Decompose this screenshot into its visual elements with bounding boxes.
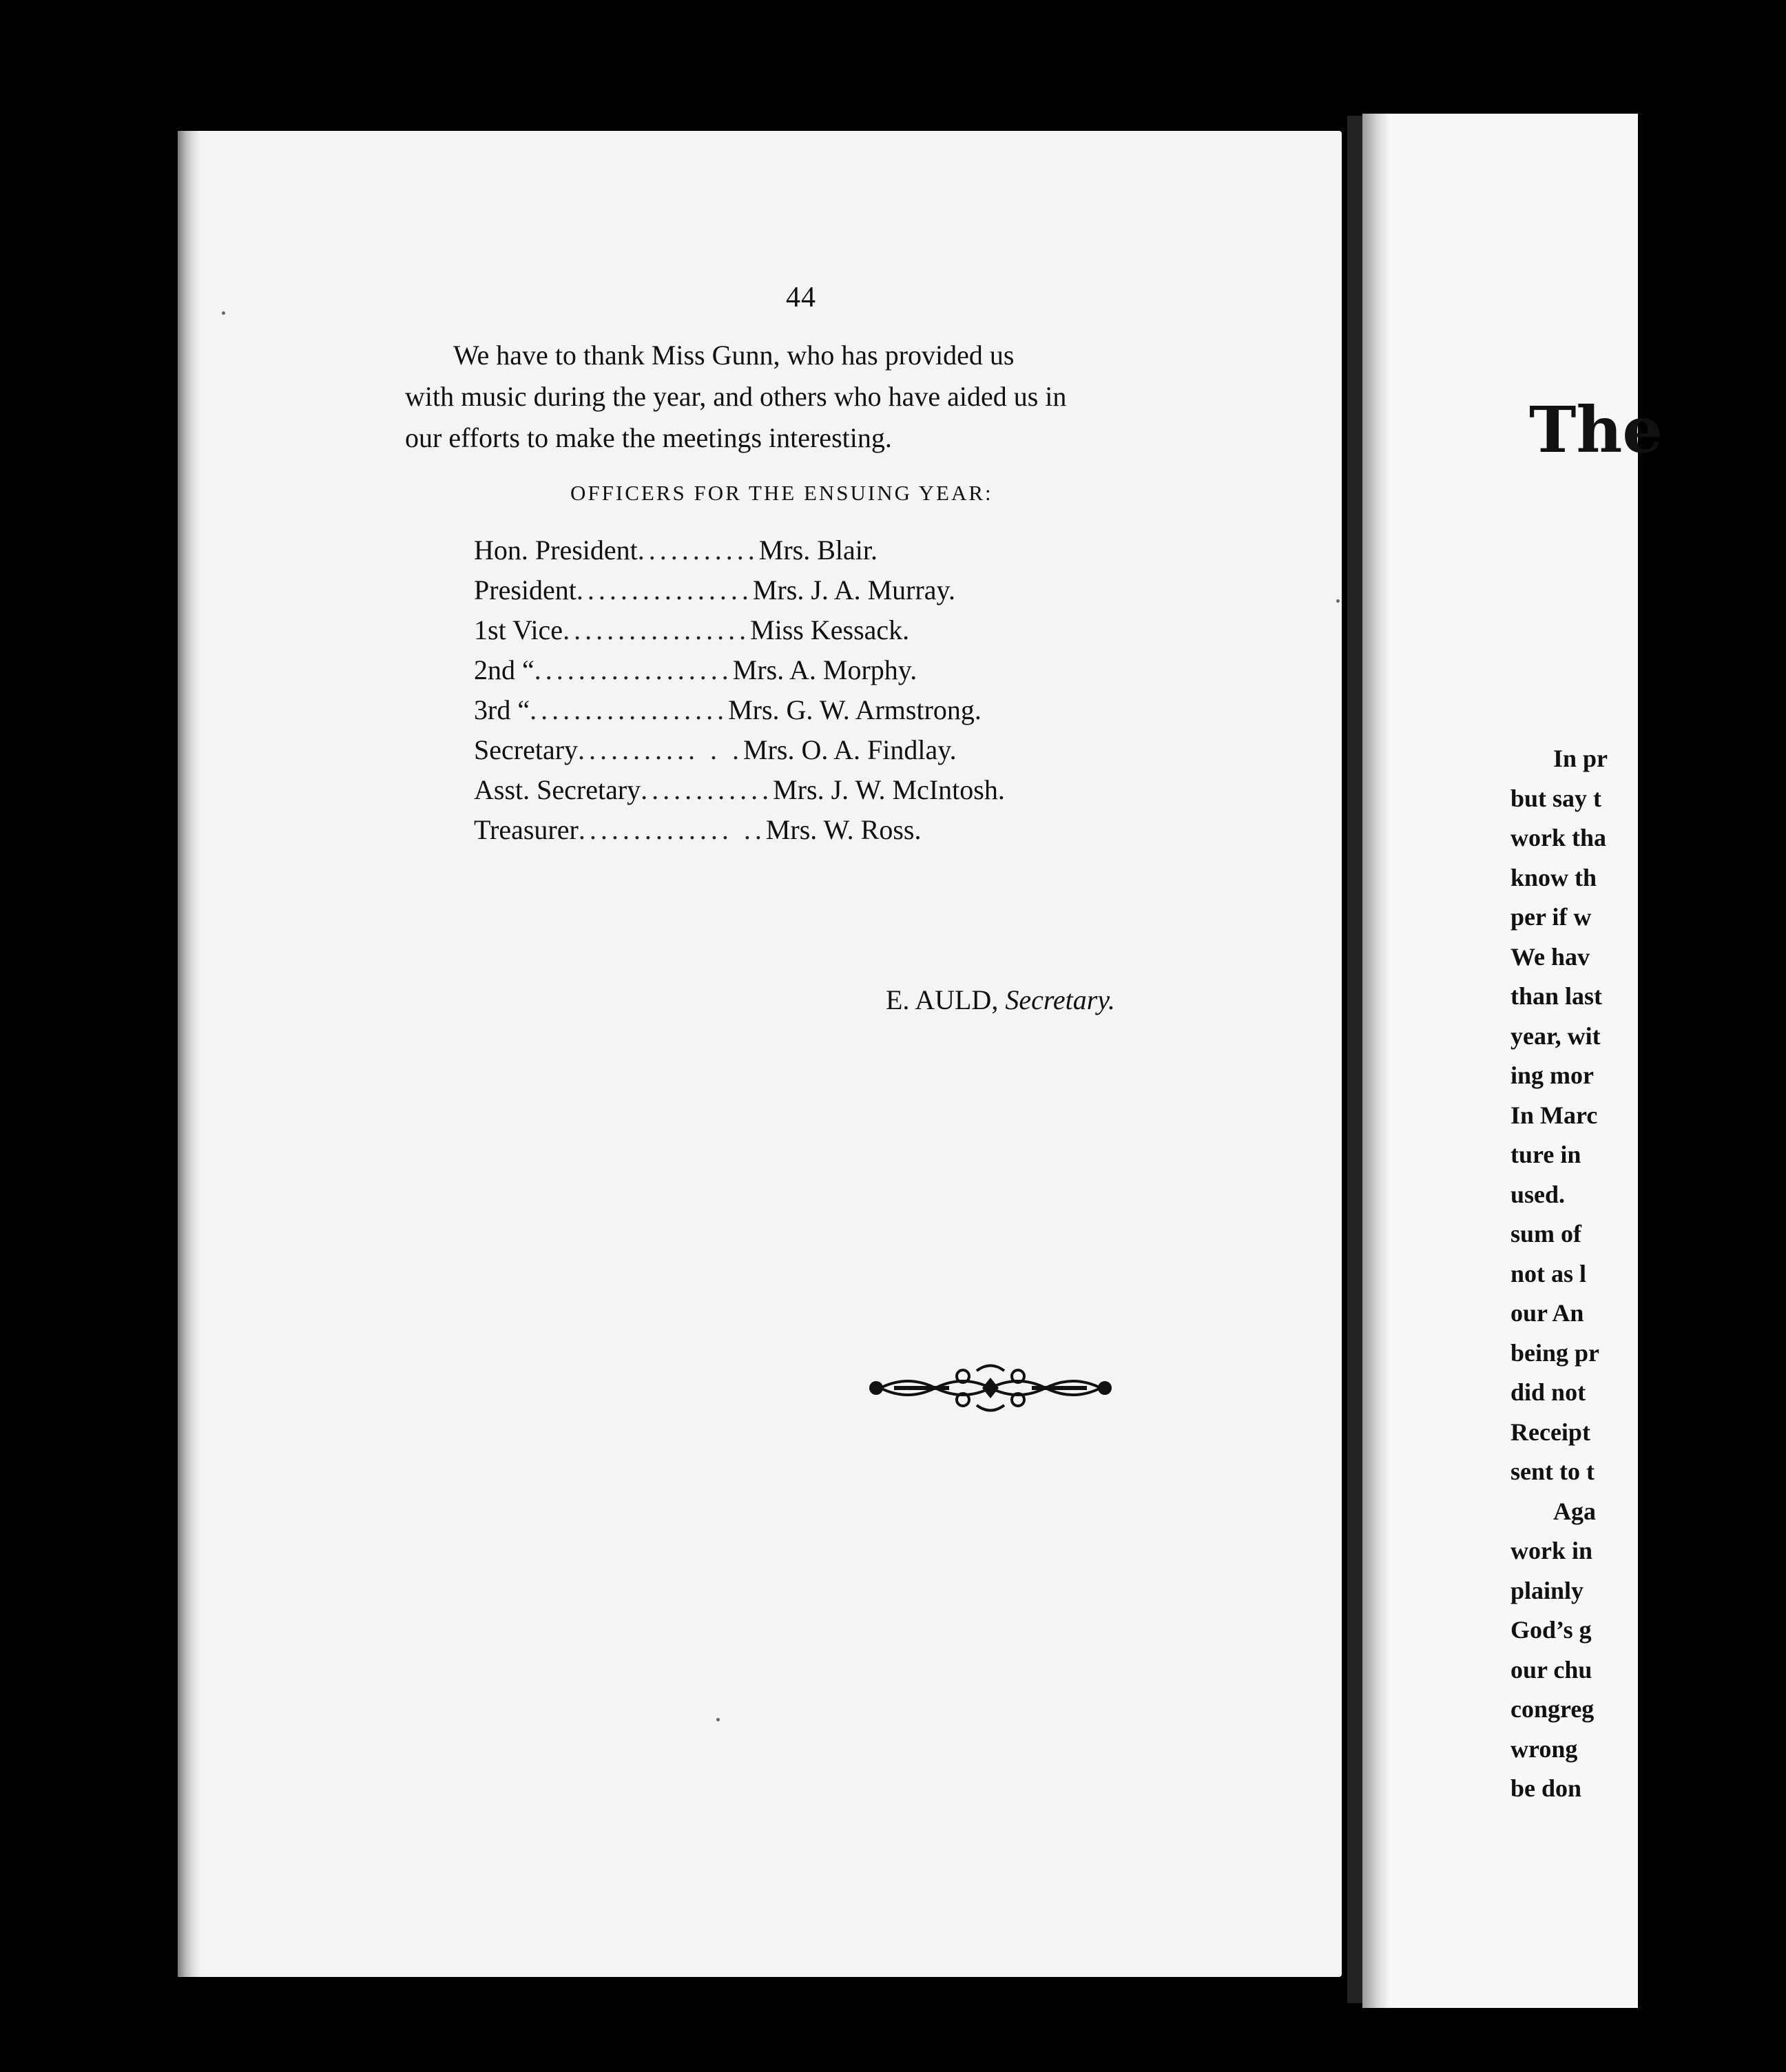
text-line: work tha xyxy=(1510,824,1607,851)
text-line: In pr xyxy=(1553,745,1608,772)
text-line: plainly xyxy=(1510,1576,1584,1604)
text-line: being pr xyxy=(1510,1338,1600,1367)
officer-name: Mrs. G. W. Armstrong. xyxy=(728,694,982,725)
text-line: Receipt xyxy=(1510,1418,1590,1446)
officer-role: Hon. President xyxy=(474,535,638,566)
right-page xyxy=(1362,114,1663,2008)
leader-dots: .................. xyxy=(534,654,733,685)
officer-row xyxy=(474,770,1300,810)
leader-dots: .............. .. xyxy=(578,814,766,845)
text-line: than last xyxy=(1510,982,1603,1010)
text-line: sum of xyxy=(1510,1220,1582,1247)
text-line: our An xyxy=(1510,1299,1584,1327)
text-line: God’s g xyxy=(1510,1616,1592,1644)
speck xyxy=(1336,599,1340,603)
book-spine xyxy=(1347,116,1362,2003)
officer-name: Mrs. Blair. xyxy=(758,535,878,566)
leader-dots: ............ xyxy=(641,774,773,805)
decorative-ornament-icon xyxy=(866,1357,1114,1419)
officer-row xyxy=(474,690,1300,730)
left-page xyxy=(178,131,1342,1977)
leader-dots: .................. xyxy=(530,694,729,725)
officer-role: Asst. Secretary xyxy=(474,774,641,805)
officer-role: 1st Vice xyxy=(474,614,563,645)
text-line: year, wit xyxy=(1510,1022,1601,1050)
officer-role: President xyxy=(474,574,577,605)
text-line: know th xyxy=(1510,863,1597,891)
page-edge xyxy=(178,131,201,1977)
text-line: be don xyxy=(1510,1774,1582,1802)
leader-dots: ................ xyxy=(576,574,753,605)
text-line: wrong xyxy=(1510,1734,1578,1763)
text-line: ing mor xyxy=(1510,1061,1594,1089)
officer-row xyxy=(474,570,1300,610)
officer-name: Mrs. O. A. Findlay. xyxy=(743,734,957,765)
text-line: Aga xyxy=(1553,1497,1596,1525)
text-line: but say t xyxy=(1510,784,1602,812)
officers-list xyxy=(474,530,1300,850)
officer-row xyxy=(474,610,1300,650)
text-line: did not xyxy=(1510,1378,1586,1406)
text-line: used. xyxy=(1510,1180,1566,1208)
officer-name: Mrs. A. Morphy. xyxy=(732,654,917,685)
text-line: sent to t xyxy=(1510,1458,1595,1485)
officers-heading: OFFICERS FOR THE ENSUING YEAR: xyxy=(570,481,993,505)
officer-row xyxy=(474,650,1300,690)
text-line: not as l xyxy=(1510,1259,1587,1287)
page-gutter-shade xyxy=(1362,114,1390,2008)
text-line: ture in xyxy=(1510,1141,1581,1168)
officer-row xyxy=(474,730,1300,770)
officer-row xyxy=(474,810,1300,850)
officer-role: 3rd “ xyxy=(474,694,530,725)
intro-line: our efforts to make the meetings interesting. xyxy=(405,422,892,453)
signature xyxy=(886,984,1115,1016)
officer-role: 2nd “ xyxy=(474,654,534,685)
intro-line: with music during the year, and others who have aided us in xyxy=(405,381,1067,412)
text-line: congreg xyxy=(1510,1695,1595,1723)
signature-title: Secretary. xyxy=(1005,984,1115,1015)
text-line: work in xyxy=(1510,1537,1593,1564)
speck xyxy=(716,1718,720,1721)
page-number: 44 xyxy=(786,282,816,313)
text-line: per if w xyxy=(1510,903,1592,931)
leader-dots: ................. xyxy=(563,614,751,645)
officer-row xyxy=(474,530,1300,570)
right-page-text xyxy=(1510,739,1786,1809)
text-line: In Marc xyxy=(1510,1101,1598,1129)
officer-role: Secretary xyxy=(474,734,579,765)
signature-name: E. AULD, xyxy=(886,984,999,1015)
intro-paragraph xyxy=(405,335,1383,459)
speck xyxy=(222,311,225,315)
text-line: our chu xyxy=(1510,1655,1592,1684)
intro-line: We have to thank Miss Gunn, who has provided us xyxy=(453,340,1015,371)
officer-name: Mrs. J. W. McIntosh. xyxy=(773,774,1005,805)
officer-name: Mrs. W. Ross. xyxy=(765,814,922,845)
right-page-title: The xyxy=(1529,393,1663,467)
text-line: We hav xyxy=(1510,942,1590,971)
leader-dots: ........... xyxy=(637,535,759,566)
leader-dots: ........... . . xyxy=(578,734,744,765)
officer-name: Miss Kessack. xyxy=(750,614,910,645)
officer-name: Mrs. J. A. Murray. xyxy=(752,574,955,605)
officer-role: Treasurer xyxy=(474,814,579,845)
